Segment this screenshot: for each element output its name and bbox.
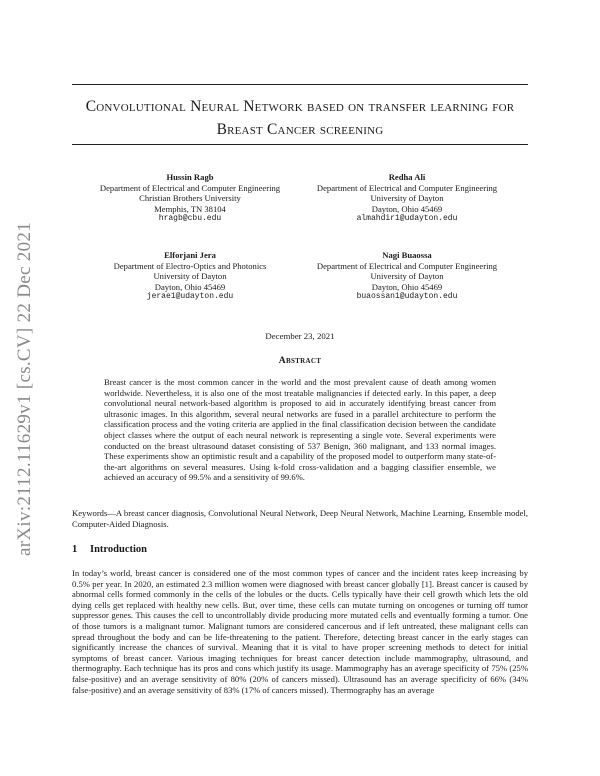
arxiv-stamp: arXiv:2112.11629v1 [cs.CV] 22 Dec 2021: [14, 222, 35, 556]
author-name: Elforjani Jera: [164, 250, 216, 260]
section-title: Introduction: [90, 544, 147, 555]
author-block-1: [78, 172, 302, 225]
author-org: Christian Brothers University: [139, 193, 241, 204]
author-org: University of Dayton: [153, 271, 227, 282]
paper-title: Convolutional Neural Network based on transfer learning for Breast Cancer screening: [85, 98, 515, 138]
author-block-3: [78, 250, 302, 303]
author-email: jerae1@udayton.edu: [146, 292, 234, 302]
section-heading: [72, 544, 147, 555]
abstract-text: Breast cancer is the most common cancer in the world and the most prevalent cause of death among women worldwide. Nevertheless, it is also one of the most treatable malignancies if detected early. In this paper, a deep convolutional neural network-based algorithm is proposed to aid in accurately identifying breast cancer from ultrasonic images. In this algorithm, several neural networks are fused in a parallel architecture to perform the classification process and the voting criteria are applied in the final classification decision between the candidate object classes where the output of each neural network is representing a single vote. Several experiments were conducted on the breast ultrasound dataset consisting of 537 Benign, 360 malignant, and 133 normal images. These experiments show an optimistic result and a capability of the proposed model to outperform many state-of-the-art algorithms on several measures. Using k-fold cross-validation and a bagging classifier ensemble, we achieved an accuracy of 99.5% and a sensitivity of 99.6%.: [104, 377, 496, 483]
paper-date: December 23, 2021: [265, 331, 335, 341]
author-address: Dayton, Ohio 45469: [371, 281, 443, 292]
author-address: Dayton, Ohio 45469: [371, 203, 443, 214]
title-rule-bottom: [72, 144, 528, 145]
keywords: Keywords—A breast cancer diagnosis, Convolutional Neural Network, Deep Neural Network, Machine Learning, Ensemble model, Computer-Aided Diagnosis.: [72, 508, 528, 529]
author-email: buaossan1@udayton.edu: [356, 292, 458, 302]
author-email: almahdir1@udayton.edu: [356, 214, 458, 224]
author-org: University of Dayton: [370, 271, 444, 282]
author-block-4: [292, 250, 522, 303]
author-name: Nagi Buaossa: [382, 250, 432, 260]
abstract-heading: Abstract: [278, 355, 322, 366]
author-dept: Department of Electrical and Computer Engineering: [316, 260, 498, 271]
author-address: Memphis, TN 38104: [154, 203, 226, 214]
author-name: Hussin Ragb: [166, 172, 214, 182]
author-dept: Department of Electrical and Computer Engineering: [316, 182, 498, 193]
intro-text: In today’s world, breast cancer is considered one of the most common types of cancer and the incident rates keep increasing by 0.5% per year. In 2020, an estimated 2.3 million women were diagnosed with breast cancer globally [1]. Breast cancer is caused by abnormal cells formed commonly in the cells of the lobules or the ducts. Cells typically have their cell growth which lets the old dying cells get replaced with healthy new cells. But, over time, these cells can mutate turning on oncogenes or turning off tumor suppressor genes. This causes the cell to uncontrollably divide producing more mutated cells and eventually forming a tumor. One of those tumors is a malignant tumor. Malignant tumors are considered cancerous and if left untreated, these malignant cells can spread throughout the body and can be life-threatening to the patient. Therefore, detecting breast cancer in the early stages can significantly increase the chances of survival. Meaning that it is vital to have proper screening methods to detect for initial symptoms of breast cancer. Various imaging techniques for breast cancer detection include mammography, ultrasound, and thermography. Each technique has its pros and cons which justify its usage. Mammography has an average specificity of 75% (25% false-positive) and an average sensitivity of 80% (20% of cancers missed). Ultrasound has an average specificity of 66% (34% false-positive) and an average sensitivity of 83% (17% of cancers missed). Thermography has an average: [72, 568, 528, 695]
author-address: Dayton, Ohio 45469: [154, 281, 226, 292]
author-email: hragb@cbu.edu: [158, 214, 222, 224]
author-dept: Department of Electro-Optics and Photonics: [113, 260, 267, 271]
author-name: Redha Ali: [388, 172, 426, 182]
author-dept: Department of Electrical and Computer Engineering: [99, 182, 281, 193]
author-block-2: [292, 172, 522, 225]
section-number: 1: [72, 544, 78, 555]
author-org: University of Dayton: [370, 193, 444, 204]
title-rule-top: [72, 84, 528, 85]
